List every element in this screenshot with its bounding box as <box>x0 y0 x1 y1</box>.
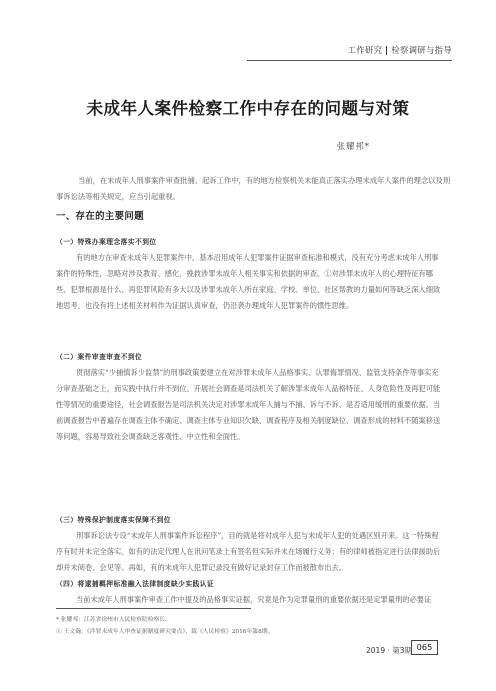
paragraph-2: 贯彻落实“少捕慎诉少监禁”的刑事政策要建立在对涉罪未成年人品格事实、认罪悔罪情况、监管支持条件等事实充分审查基础之上，而实践中执行并不到位。开展社会调查是司法机关了解涉罪未成年人品格特征、人身危险性及再犯可能性等情况的重要途径，社会调查报告是司法机关决定对涉罪未成年人捕与不捕、诉与不诉、是否适用缓刑的重要依据。当前调查报告中普遍存在调查主体不确定、调查主体专业知识欠缺、调查程序及相关制度缺位、调查形成的材料不随案移送等问题，容易导致社会调查缺乏客观性、中立性和全面性。 <box>56 368 441 441</box>
header-rule <box>247 60 452 61</box>
subsection-heading-3: （三）特殊保护制度落实保障不到位 <box>56 516 171 524</box>
paragraph-4: 当前未成年人刑事案件审查工作中提及的品格事实证据，究竟是作为定罪量刑的重要依据还是定罪量刑的必要证 <box>76 595 432 604</box>
page-number: 065 <box>411 640 438 655</box>
subsection-heading-4: （四）将逮捕羁押标准融入法律制度缺少实践认证 <box>56 580 215 588</box>
footnote-1: ① 王文瀚：《涉罪未成年人审查证据制度研究要点》，载《人民检察》2016年第8期。 <box>56 629 274 635</box>
article-author: 张耀邦* <box>336 141 370 151</box>
footnote-author: * 张耀邦：江苏省徐州市人民检察院检察长。 <box>56 617 171 623</box>
article-title: 未成年人案件检察工作中存在的问题与对策 <box>86 99 410 118</box>
paragraph-3: 刑事诉讼法专设“未成年人刑事案件诉讼程序”，目的就是将对成年人犯与未成年人犯的处遇区别开来。这一特殊程序有时并未完全落实。如有的法定代理人在讯问笔录上有签名但实际并未在场履行义务；有的律师被指定进行法律援助后却并未阅卷、会见等。再如，有的未成年人犯罪记录没有做好记录封存工作而被散布出去。 <box>56 531 441 572</box>
footnote-rule <box>56 608 251 609</box>
section-heading: 一、存在的主要问题 <box>56 211 144 222</box>
paragraph-1: 有的地方在审查未成年人犯罪案件中，基本沿用成年人犯罪案件证据审查标准和模式，没有充分考虑未成年人刑事案件的特殊性，忽略对涉及教育、感化、挽救涉罪未成年人相关事实和依据的审查。①对涉罪未成年人的心理特征有哪些、犯罪根源是什么、再犯罪风险有多大以及涉罪未成年人所在家庭、学校、单位、社区帮教的力量如何等缺乏深入细致地思考，也没有将上述相关材料作为证据认真审查，仍沿袭办理成年人犯罪案件的惯性思维。 <box>56 253 441 310</box>
article-abstract: 当前，在未成年人刑事案件审查批捕、起诉工作中，有的地方检察机关未能真正落实办理未成年人案件的理念以及刑事诉讼法等相关规定，应当引起重视。 <box>56 176 451 201</box>
header-separator <box>386 46 387 55</box>
running-header <box>348 44 452 56</box>
header-subsection: 检察调研与指导 <box>391 45 452 55</box>
subsection-heading-1: （一）特殊办案理念落实不到位 <box>56 238 157 246</box>
subsection-heading-2: （二）案件审查审查不到位 <box>56 353 143 361</box>
issue-label: 2019 · 第3期 <box>366 646 413 655</box>
header-section: 工作研究 <box>347 45 383 55</box>
